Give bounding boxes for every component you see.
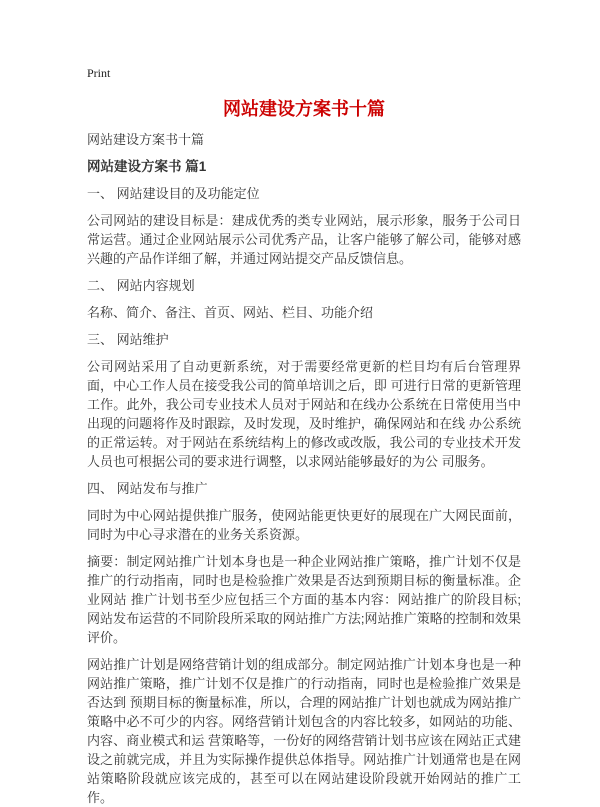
section-heading-maintenance: 三、 网站维护	[87, 332, 169, 347]
section-heading-purpose: 一、 网站建设目的及功能定位	[87, 186, 260, 201]
print-link[interactable]: Print	[87, 66, 111, 80]
paragraph-content-plan: 名称、简介、备注、首页、网站、栏目、功能介绍	[87, 305, 374, 320]
paragraph-promotion-abstract: 摘要：制定网站推广计划本身也是一种企业网站推广策略，推广计划不仅是推广的行动指南，同时也是检验推广效果是否达到预期目标的衡量标准。企业网站 推广计划书至少应包括三个方面的基本内容：网站推广的阶段目标;网站发布运营的不同阶段所采取的网站推广方法;网站推广策略的控制和效果评价。	[87, 554, 521, 645]
document-subtitle: 网站建设方案书十篇	[87, 132, 205, 147]
section-heading-promotion: 四、 网站发布与推广	[87, 481, 208, 496]
part1-heading: 网站建设方案书 篇1	[87, 159, 207, 174]
paragraph-promotion-plan: 网站推广计划是网络营销计划的组成部分。制定网站推广计划本身也是一种网站推广策略，推广计划不仅是推广的行动指南，同时也是检验推广效果是否达到 预期目标的衡量标准，所以，合理的网站推广计划也就成为网站推广策略中必不可少的内容。网络营销计划包含的内容比较多，如网站的功能、内容、商业模式和运 营策略等，一份好的网络营销计划书应该在网站正式建设之前就完成，并且为实际操作提供总体指导。网站推广计划通常也是在网站策略阶段就应该完成的，甚至可以在网站建设阶段就开始网站的推广工作。	[87, 657, 521, 805]
page-title: 网站建设方案书十篇	[223, 99, 385, 119]
paragraph-maintenance: 公司网站采用了自动更新系统，对于需要经常更新的栏目均有后台管理界面，中心工作人员在接受我公司的简单培训之后，即 可进行日常的更新管理工作。此外，我公司专业技术人员对于网站和在线办公系统在日常使用当中出现的问题将作及时跟踪，及时发现，及时维护，确保网站和在线 办公系统的正常运转。对于网站在系统结构上的修改或改版，我公司的专业技术开发人员也可根据公司的要求进行调整，以求网站能够最好的为公 司服务。	[87, 359, 521, 469]
paragraph-promotion-intro: 同时为中心网站提供推广服务，使网站能更快更好的展现在广大网民面前，同时为中心寻求潜在的业务关系资源。	[87, 508, 521, 542]
paragraph-purpose: 公司网站的建设目标是：建成优秀的类专业网站，展示形象，服务于公司日常运营。通过企业网站展示公司优秀产品，让客户能够了解公司，能够对感兴趣的产品作详细了解，并通过网站提交产品反馈信息。	[87, 213, 521, 266]
section-heading-content-plan: 二、 网站内容规划	[87, 278, 195, 293]
